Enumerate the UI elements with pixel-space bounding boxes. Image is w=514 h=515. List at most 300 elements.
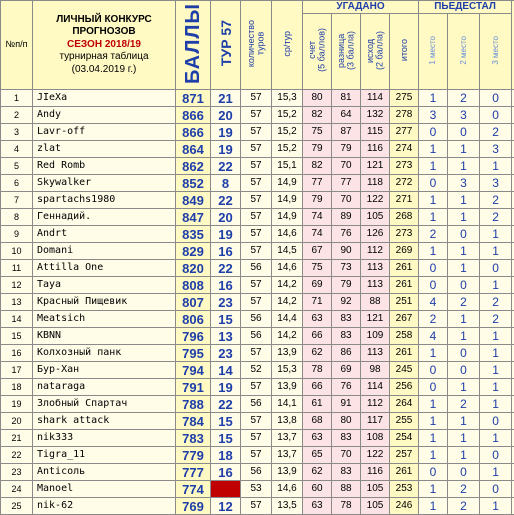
total-guessed: 261 <box>390 260 419 277</box>
tours-count: 57 <box>241 90 272 107</box>
diff-guessed: 83 <box>332 430 361 447</box>
player-name: Taya <box>33 277 176 294</box>
guessed-group-header: УГАДАНО <box>303 1 419 14</box>
place3-count: 0 <box>480 447 512 464</box>
place2-count: 0 <box>448 464 480 481</box>
points-value: 777 <box>176 464 211 481</box>
outcome-guessed: 114 <box>361 379 390 396</box>
points-value: 783 <box>176 430 211 447</box>
avg-per-tour: 13,5 <box>272 498 303 515</box>
place1-count: 1 <box>419 158 448 175</box>
score-guessed: 62 <box>303 345 332 362</box>
place3-count: 1 <box>480 379 512 396</box>
place3-count: 0 <box>480 481 512 498</box>
title-line-2: ПРОГНОЗОВ <box>33 26 175 39</box>
row-number: 21 <box>1 430 33 447</box>
table-row <box>1 243 514 260</box>
player-name: Andrt <box>33 226 176 243</box>
place3-count: 1 <box>480 498 512 515</box>
avg-per-tour: 13,7 <box>272 430 303 447</box>
tours-count: 57 <box>241 192 272 209</box>
score-guessed: 75 <box>303 260 332 277</box>
place3-count: 0 <box>480 413 512 430</box>
table-row <box>1 464 514 481</box>
place3-count: 1 <box>480 243 512 260</box>
place2-count: 2 <box>448 481 480 498</box>
tours-count: 57 <box>241 175 272 192</box>
row-number: 20 <box>1 413 33 430</box>
place2-count: 2 <box>448 90 480 107</box>
table-row <box>1 158 514 175</box>
tours-count: 57 <box>241 124 272 141</box>
avg-per-tour: 14,9 <box>272 175 303 192</box>
score-guessed: 77 <box>303 175 332 192</box>
contest-title <box>33 1 176 90</box>
player-name: Tigra_11 <box>33 447 176 464</box>
row-number: 8 <box>1 209 33 226</box>
row-number: 2 <box>1 107 33 124</box>
diff-guessed: 70 <box>332 158 361 175</box>
diff-guessed: 83 <box>332 464 361 481</box>
avg-per-tour: 13,9 <box>272 379 303 396</box>
tours-count: 57 <box>241 158 272 175</box>
avg-per-tour: 14,6 <box>272 226 303 243</box>
place1-count: 0 <box>419 379 448 396</box>
row-number: 18 <box>1 379 33 396</box>
player-name: Andy <box>33 107 176 124</box>
table-row <box>1 90 514 107</box>
total-guessed: 251 <box>390 294 419 311</box>
avg-per-tour: 15,2 <box>272 141 303 158</box>
player-name: Manoel <box>33 481 176 498</box>
avg-per-tour: 15,1 <box>272 158 303 175</box>
place3-count: 1 <box>480 226 512 243</box>
total-guessed: 261 <box>390 345 419 362</box>
diff-guessed: 90 <box>332 243 361 260</box>
tour-points: 22 <box>211 192 241 209</box>
diff-guessed: 81 <box>332 90 361 107</box>
tour-points: 22 <box>211 158 241 175</box>
avg-per-tour: 14,6 <box>272 481 303 498</box>
score-guessed: 63 <box>303 498 332 515</box>
total-guessed: 277 <box>390 124 419 141</box>
place3-count: 0 <box>480 90 512 107</box>
outcome-guessed: 115 <box>361 124 390 141</box>
place2-count: 1 <box>448 447 480 464</box>
player-name: Красный Пищевик <box>33 294 176 311</box>
place1-count: 1 <box>419 345 448 362</box>
points-value: 849 <box>176 192 211 209</box>
diff-header: разница (3 балла) <box>332 14 361 90</box>
row-number: 16 <box>1 345 33 362</box>
outcome-guessed: 105 <box>361 498 390 515</box>
place2-count: 1 <box>448 158 480 175</box>
row-number: 15 <box>1 328 33 345</box>
player-name: Attilla One <box>33 260 176 277</box>
tour-points: 16 <box>211 464 241 481</box>
points-value: 820 <box>176 260 211 277</box>
row-number: 22 <box>1 447 33 464</box>
score-guessed: 80 <box>303 90 332 107</box>
place3-count: 1 <box>480 158 512 175</box>
points-value: 835 <box>176 226 211 243</box>
diff-guessed: 91 <box>332 396 361 413</box>
total-guessed: 271 <box>390 192 419 209</box>
total-guessed: 261 <box>390 464 419 481</box>
player-name: Anticoль <box>33 464 176 481</box>
place2-count: 0 <box>448 362 480 379</box>
row-number: 23 <box>1 464 33 481</box>
outcome-guessed: 114 <box>361 90 390 107</box>
total-guessed: 273 <box>390 226 419 243</box>
total-guessed: 269 <box>390 243 419 260</box>
table-row <box>1 498 514 515</box>
place1-count: 0 <box>419 362 448 379</box>
tours-count: 57 <box>241 141 272 158</box>
points-value: 794 <box>176 362 211 379</box>
total-guessed: 275 <box>390 90 419 107</box>
total-guessed: 274 <box>390 141 419 158</box>
row-number: 9 <box>1 226 33 243</box>
table-row <box>1 396 514 413</box>
player-name: nataraga <box>33 379 176 396</box>
outcome-guessed: 121 <box>361 311 390 328</box>
tour-points: 8 <box>211 175 241 192</box>
tour-points: 15 <box>211 413 241 430</box>
score-guessed: 79 <box>303 192 332 209</box>
tour-points: 23 <box>211 294 241 311</box>
tour-points <box>211 481 241 498</box>
score-guessed: 66 <box>303 328 332 345</box>
place2-count: 1 <box>448 260 480 277</box>
place2-count: 0 <box>448 226 480 243</box>
place1-count: 1 <box>419 396 448 413</box>
points-value: 779 <box>176 447 211 464</box>
tour-points: 21 <box>211 90 241 107</box>
tours-count: 57 <box>241 294 272 311</box>
tours-count: 57 <box>241 243 272 260</box>
tour-points: 19 <box>211 141 241 158</box>
row-number: 13 <box>1 294 33 311</box>
tour-points: 16 <box>211 277 241 294</box>
outcome-guessed: 113 <box>361 277 390 294</box>
place3-count: 2 <box>480 311 512 328</box>
place2-count: 0 <box>448 345 480 362</box>
outcome-guessed: 112 <box>361 396 390 413</box>
total-guessed: 246 <box>390 498 419 515</box>
place1-count: 2 <box>419 311 448 328</box>
place3-count: 2 <box>480 192 512 209</box>
tours-count: 56 <box>241 328 272 345</box>
place1-count: 1 <box>419 498 448 515</box>
avg-per-tour: 13,9 <box>272 464 303 481</box>
points-value: 871 <box>176 90 211 107</box>
tour-points: 13 <box>211 328 241 345</box>
no-header: №п/п <box>1 1 33 90</box>
points-value: 866 <box>176 107 211 124</box>
tours-count: 57 <box>241 345 272 362</box>
table-row <box>1 294 514 311</box>
tours-count: 56 <box>241 464 272 481</box>
score-guessed: 75 <box>303 124 332 141</box>
place3-count: 3 <box>480 141 512 158</box>
place2-count: 3 <box>448 175 480 192</box>
pedestal-group-header: ПЬЕДЕСТАЛ <box>419 1 512 14</box>
outcome-guessed: 113 <box>361 260 390 277</box>
avg-per-tour: 15,2 <box>272 107 303 124</box>
points-value: 847 <box>176 209 211 226</box>
row-number: 14 <box>1 311 33 328</box>
points-value: 769 <box>176 498 211 515</box>
place1-header: 1 место <box>419 14 448 90</box>
score-guessed: 66 <box>303 379 332 396</box>
season-label: СЕЗОН 2018/19 <box>33 39 175 52</box>
player-name: Lavr-off <box>33 124 176 141</box>
points-value: 795 <box>176 345 211 362</box>
outcome-guessed: 105 <box>361 481 390 498</box>
table-row <box>1 311 514 328</box>
avg-per-tour: 13,8 <box>272 413 303 430</box>
row-number: 11 <box>1 260 33 277</box>
score-guessed: 62 <box>303 464 332 481</box>
row-number: 12 <box>1 277 33 294</box>
outcome-header: исход (2 балла) <box>361 14 390 90</box>
outcome-guessed: 122 <box>361 447 390 464</box>
outcome-guessed: 112 <box>361 243 390 260</box>
total-guessed: 258 <box>390 328 419 345</box>
table-row <box>1 481 514 498</box>
title-line-1: ЛИЧНЫЙ КОНКУРС <box>33 14 175 27</box>
table-row <box>1 209 514 226</box>
total-guessed: 255 <box>390 413 419 430</box>
tours-count: 56 <box>241 396 272 413</box>
table-row <box>1 226 514 243</box>
points-value: 806 <box>176 311 211 328</box>
tours-count-header: количество туров <box>241 1 272 90</box>
place1-count: 1 <box>419 447 448 464</box>
tour-points: 15 <box>211 311 241 328</box>
diff-guessed: 86 <box>332 345 361 362</box>
place3-count: 1 <box>480 430 512 447</box>
score-guessed: 65 <box>303 447 332 464</box>
diff-guessed: 79 <box>332 141 361 158</box>
diff-guessed: 88 <box>332 481 361 498</box>
place1-count: 3 <box>419 107 448 124</box>
place3-count: 2 <box>480 209 512 226</box>
place1-count: 4 <box>419 328 448 345</box>
tours-count: 57 <box>241 447 272 464</box>
player-name: Red Romb <box>33 158 176 175</box>
place3-count: 2 <box>480 294 512 311</box>
avg-per-tour: 15,2 <box>272 124 303 141</box>
table-row <box>1 379 514 396</box>
player-name: JIeXa <box>33 90 176 107</box>
tour-points: 18 <box>211 447 241 464</box>
place2-count: 2 <box>448 498 480 515</box>
diff-guessed: 64 <box>332 107 361 124</box>
table-row <box>1 141 514 158</box>
place2-count: 2 <box>448 294 480 311</box>
tour-points: 19 <box>211 124 241 141</box>
avg-per-tour: 14,2 <box>272 328 303 345</box>
place1-count: 1 <box>419 430 448 447</box>
place3-count: 0 <box>480 107 512 124</box>
tours-count: 57 <box>241 277 272 294</box>
tour-points: 19 <box>211 226 241 243</box>
row-number: 10 <box>1 243 33 260</box>
outcome-guessed: 118 <box>361 175 390 192</box>
row-number: 24 <box>1 481 33 498</box>
tours-count: 57 <box>241 209 272 226</box>
player-name: Бур-Хан <box>33 362 176 379</box>
place1-count: 2 <box>419 226 448 243</box>
avg-per-tour: 14,1 <box>272 396 303 413</box>
place3-count: 1 <box>480 277 512 294</box>
avg-per-tour: 14,5 <box>272 243 303 260</box>
diff-guessed: 77 <box>332 175 361 192</box>
row-number: 6 <box>1 175 33 192</box>
diff-guessed: 70 <box>332 192 361 209</box>
diff-guessed: 69 <box>332 362 361 379</box>
place3-count: 1 <box>480 362 512 379</box>
outcome-guessed: 122 <box>361 192 390 209</box>
place3-count: 1 <box>480 396 512 413</box>
table-row <box>1 447 514 464</box>
outcome-guessed: 113 <box>361 345 390 362</box>
player-name: nik333 <box>33 430 176 447</box>
place2-count: 1 <box>448 328 480 345</box>
score-guessed: 61 <box>303 396 332 413</box>
tours-count: 57 <box>241 430 272 447</box>
place1-count: 0 <box>419 175 448 192</box>
tours-count: 57 <box>241 413 272 430</box>
player-name: zlat <box>33 141 176 158</box>
score-guessed: 74 <box>303 226 332 243</box>
place1-count: 1 <box>419 413 448 430</box>
diff-guessed: 76 <box>332 379 361 396</box>
score-guessed: 79 <box>303 141 332 158</box>
place2-count: 1 <box>448 243 480 260</box>
total-guessed: 245 <box>390 362 419 379</box>
diff-guessed: 78 <box>332 498 361 515</box>
total-guessed: 261 <box>390 277 419 294</box>
score-guessed: 82 <box>303 107 332 124</box>
points-value: 784 <box>176 413 211 430</box>
diff-guessed: 83 <box>332 328 361 345</box>
total-guessed: 268 <box>390 209 419 226</box>
place2-count: 0 <box>448 277 480 294</box>
total-guessed: 253 <box>390 481 419 498</box>
player-name: KBNN <box>33 328 176 345</box>
place2-count: 1 <box>448 379 480 396</box>
total-guessed: 264 <box>390 396 419 413</box>
player-name: shark attack <box>33 413 176 430</box>
outcome-guessed: 117 <box>361 413 390 430</box>
place1-count: 0 <box>419 277 448 294</box>
total-guessed: 272 <box>390 175 419 192</box>
outcome-guessed: 116 <box>361 464 390 481</box>
points-value: 864 <box>176 141 211 158</box>
avg-per-tour: 15,3 <box>272 90 303 107</box>
points-value: 791 <box>176 379 211 396</box>
table-row <box>1 260 514 277</box>
place2-count: 1 <box>448 413 480 430</box>
avg-per-tour: 13,7 <box>272 447 303 464</box>
place2-count: 0 <box>448 124 480 141</box>
points-value: 808 <box>176 277 211 294</box>
tour-points: 14 <box>211 362 241 379</box>
points-value: 774 <box>176 481 211 498</box>
points-value: 862 <box>176 158 211 175</box>
place1-count: 0 <box>419 124 448 141</box>
place1-count: 1 <box>419 243 448 260</box>
table-row <box>1 328 514 345</box>
place1-count: 1 <box>419 192 448 209</box>
avg-per-tour: 14,2 <box>272 277 303 294</box>
tour-points: 12 <box>211 498 241 515</box>
tours-count: 52 <box>241 362 272 379</box>
table-row <box>1 430 514 447</box>
place1-count: 1 <box>419 141 448 158</box>
place2-header: 2 место <box>448 14 480 90</box>
tours-count: 57 <box>241 226 272 243</box>
table-row <box>1 124 514 141</box>
standings-rows <box>1 90 514 515</box>
tour-points: 20 <box>211 209 241 226</box>
tour-points: 22 <box>211 260 241 277</box>
place1-count: 4 <box>419 294 448 311</box>
table-row <box>1 362 514 379</box>
place1-count: 0 <box>419 464 448 481</box>
outcome-guessed: 98 <box>361 362 390 379</box>
score-guessed: 69 <box>303 277 332 294</box>
row-number: 5 <box>1 158 33 175</box>
total-header: итого <box>390 14 419 90</box>
place3-count: 3 <box>480 175 512 192</box>
score-header: счет (5 баллов) <box>303 14 332 90</box>
points-value: 796 <box>176 328 211 345</box>
row-number: 1 <box>1 90 33 107</box>
table-row <box>1 413 514 430</box>
diff-guessed: 80 <box>332 413 361 430</box>
score-guessed: 78 <box>303 362 332 379</box>
outcome-guessed: 121 <box>361 158 390 175</box>
outcome-guessed: 132 <box>361 107 390 124</box>
place1-count: 1 <box>419 481 448 498</box>
table-row <box>1 345 514 362</box>
avg-per-tour: 14,9 <box>272 192 303 209</box>
player-name: Геннадий. <box>33 209 176 226</box>
table-row <box>1 107 514 124</box>
diff-guessed: 70 <box>332 447 361 464</box>
points-value: 852 <box>176 175 211 192</box>
place2-count: 2 <box>448 396 480 413</box>
total-guessed: 273 <box>390 158 419 175</box>
diff-guessed: 83 <box>332 311 361 328</box>
tours-count: 56 <box>241 311 272 328</box>
place3-count: 1 <box>480 464 512 481</box>
place3-header: 3 место <box>480 14 512 90</box>
place3-count: 0 <box>480 260 512 277</box>
avg-header: ср/тур <box>272 1 303 90</box>
tour-points: 23 <box>211 345 241 362</box>
place2-count: 1 <box>448 209 480 226</box>
player-name: Злобный Спартач <box>33 396 176 413</box>
diff-guessed: 79 <box>332 277 361 294</box>
tours-count: 53 <box>241 481 272 498</box>
diff-guessed: 89 <box>332 209 361 226</box>
points-value: 866 <box>176 124 211 141</box>
